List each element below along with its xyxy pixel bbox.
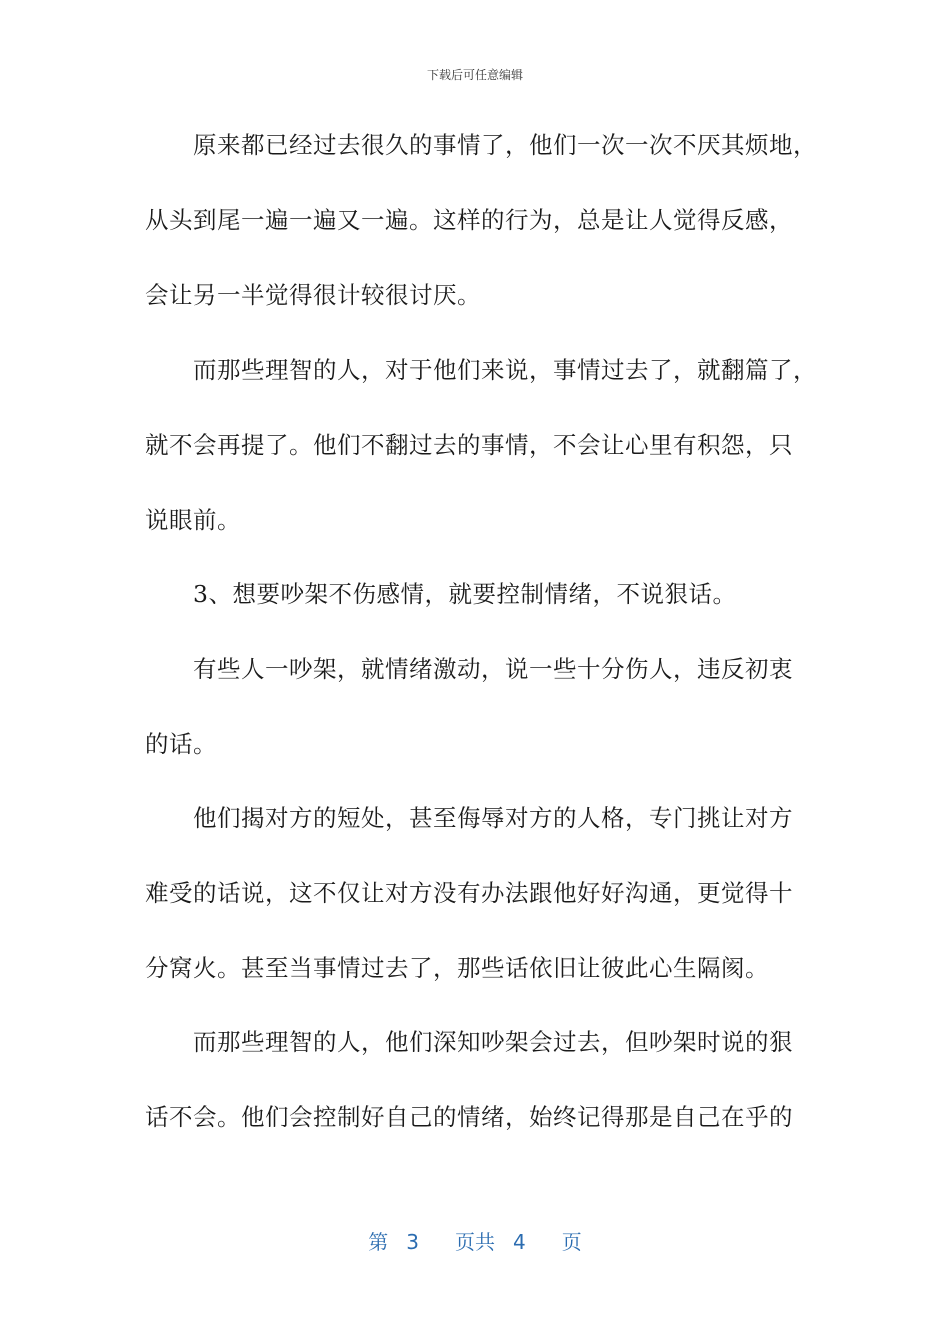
body-line-12: 分窝火。甚至当事情过去了，那些话依旧让彼此心生隔阂。 — [145, 954, 769, 982]
footer-current-page: 3 — [406, 1230, 419, 1254]
footer-total-pages: 4 — [513, 1230, 526, 1254]
footer-prefix: 第 — [368, 1230, 389, 1254]
footer-suffix: 页 — [561, 1230, 582, 1254]
page-footer — [0, 1226, 950, 1255]
footer-middle: 页共 — [455, 1230, 495, 1254]
body-line-13: 而那些理智的人，他们深知吵架会过去，但吵架时说的狠 — [145, 1028, 793, 1056]
body-line-5: 就不会再提了。他们不翻过去的事情，不会让心里有积怨，只 — [145, 431, 793, 459]
body-line-4: 而那些理智的人，对于他们来说，事情过去了，就翻篇了， — [145, 356, 817, 384]
body-line-6: 说眼前。 — [145, 506, 241, 534]
body-line-10: 他们揭对方的短处，甚至侮辱对方的人格，专门挑让对方 — [145, 804, 793, 832]
body-line-11: 难受的话说，这不仅让对方没有办法跟他好好沟通，更觉得十 — [145, 879, 793, 907]
header-note: 下载后可任意编辑 — [426, 68, 523, 82]
body-line-1: 原来都已经过去很久的事情了，他们一次一次不厌其烦地， — [145, 131, 817, 159]
body-line-7: 3、想要吵架不伤感情，就要控制情绪，不说狠话。 — [145, 580, 737, 608]
body-line-9: 的话。 — [145, 730, 217, 758]
body-line-8: 有些人一吵架，就情绪激动，说一些十分伤人，违反初衷 — [145, 655, 793, 683]
body-line-2: 从头到尾一遍一遍又一遍。这样的行为，总是让人觉得反感， — [145, 206, 793, 234]
body-line-14: 话不会。他们会控制好自己的情绪，始终记得那是自己在乎的 — [145, 1103, 793, 1131]
body-line-3: 会让另一半觉得很计较很讨厌。 — [145, 281, 481, 309]
